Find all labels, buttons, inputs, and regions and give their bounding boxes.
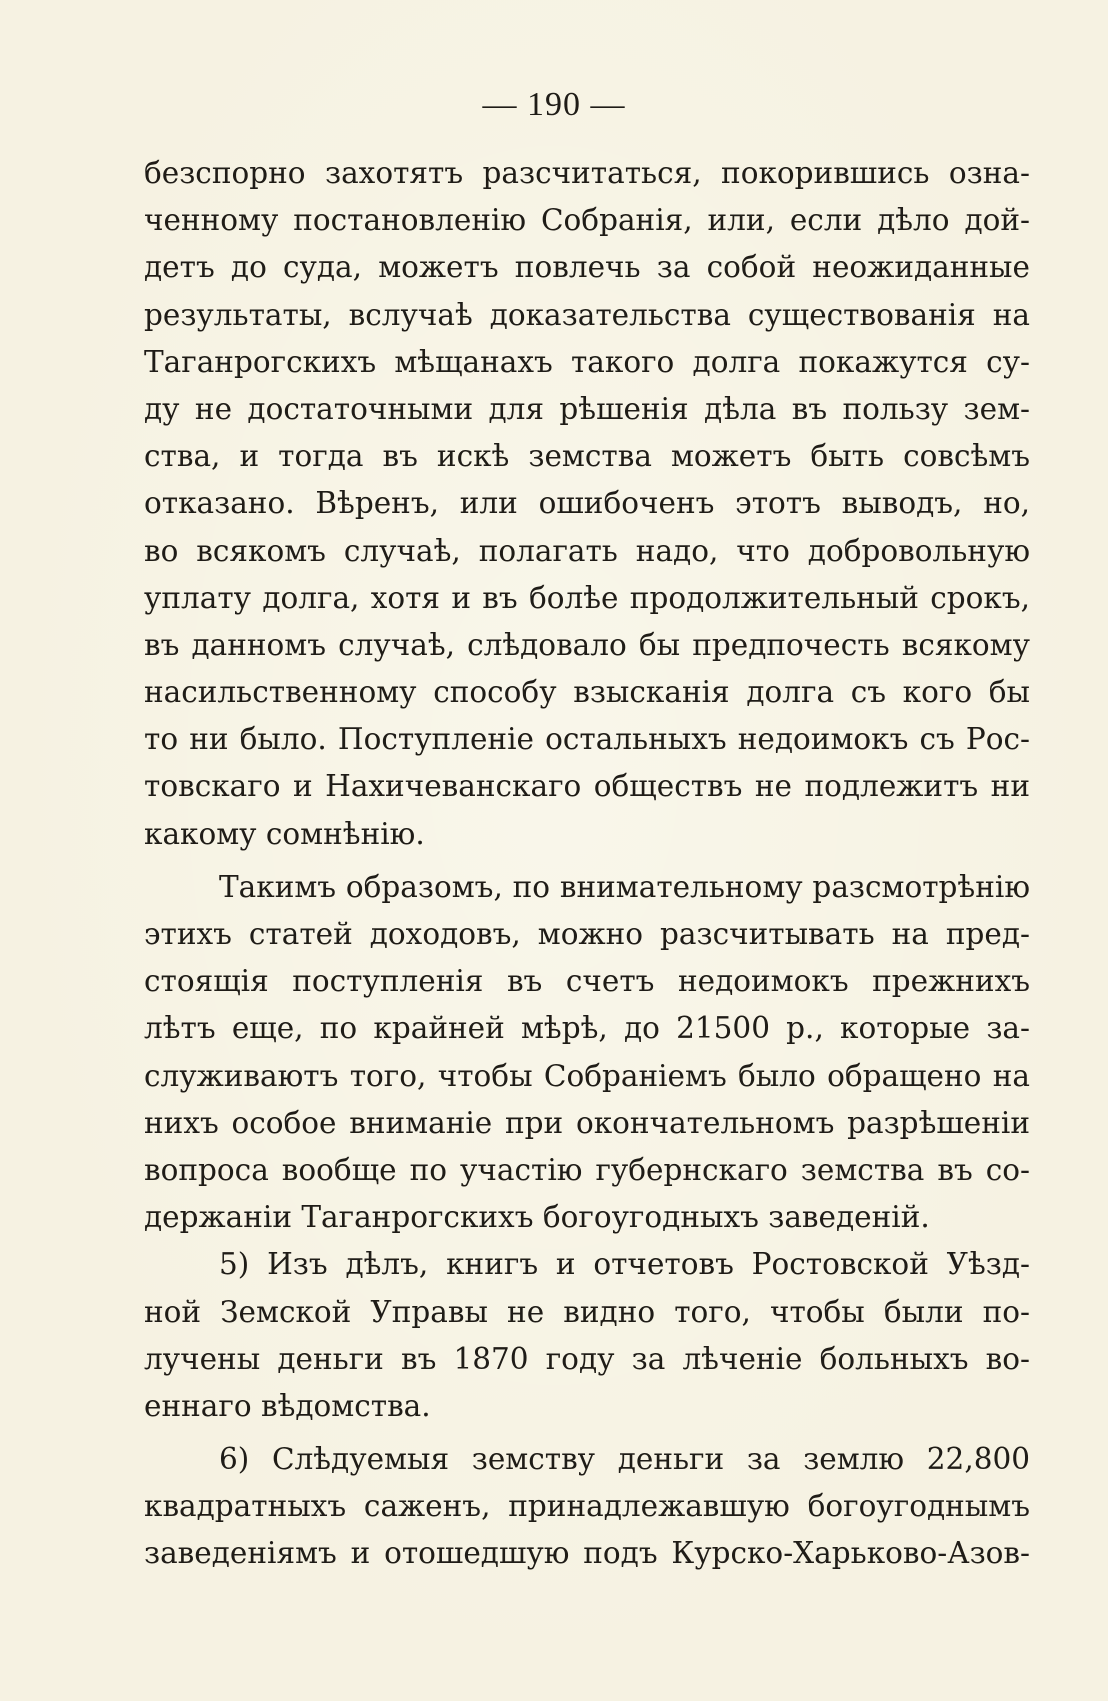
text-line: во всякомъ случаѣ, полагать надо, что добровольную (144, 533, 1030, 568)
text-line: этихъ статей доходовъ, можно разсчитывать на пред- (144, 917, 1030, 951)
text-line: нихъ особое вниманіе при окончательномъ разрѣшеніи (144, 1105, 1030, 1140)
text-line: въ данномъ случаѣ, слѣдовало бы предпочесть всякому (144, 627, 1030, 662)
text-line: ченному постановленію Собранія, или, если дѣло дой- (144, 203, 1030, 238)
text-line: результаты, вслучаѣ доказательства существованія на (144, 297, 1030, 332)
paragraph-3 (144, 1241, 1030, 1430)
text-line: какому сомнѣнію. (144, 816, 425, 851)
text-line: вопроса вообще по участію губернскаго земства въ со- (144, 1152, 1030, 1187)
text-line: 5) Изъ дѣлъ, книгъ и отчетовъ Ростовской Уѣзд- (219, 1247, 1030, 1282)
text-line: служиваютъ того, чтобы Собраніемъ было обращено на (144, 1058, 1030, 1093)
text-line: Такимъ образомъ, по внимательному разсмотрѣнію (219, 869, 1030, 904)
text-line: квадратныхъ саженъ, принадлежавшую богоугоднымъ (144, 1489, 1030, 1524)
text-line: лучены деньги въ 1870 году за лѣченіе больныхъ во- (144, 1341, 1030, 1376)
text-line: безспорно захотятъ разсчитаться, покорившись озна- (144, 156, 1030, 190)
paragraph-1 (144, 150, 1030, 858)
text-line: ной Земской Управы не видно того, чтобы были по- (144, 1294, 1030, 1329)
text-line: лѣтъ еще, по крайней мѣрѣ, до 21500 р., которые за- (144, 1011, 1030, 1046)
text-line: товскаго и Нахичеванскаго обществъ не подлежитъ ни (144, 769, 1030, 804)
text-line: еннаго вѣдомства. (144, 1388, 431, 1423)
text-line: то ни было. Поступленіе остальныхъ недоимокъ съ Рос- (144, 722, 1030, 757)
text-line: детъ до суда, можетъ повлечь за собой неожиданные (144, 250, 1030, 285)
text-line: насильственному способу взысканія долга съ кого бы (144, 675, 1030, 710)
text-line: держаніи Таганрогскихъ богоугодныхъ заведеній. (144, 1200, 930, 1235)
text-line: уплату долга, хотя и въ болѣе продолжительный срокъ, (144, 580, 1030, 615)
text-line: отказано. Вѣренъ, или ошибоченъ этотъ выводъ, но, (144, 486, 1030, 521)
text-line: заведеніямъ и отошедшую подъ Курско-Харьково-Азов- (144, 1536, 1030, 1571)
text-line: 6) Слѣдуемыя земству деньги за землю 22,800 (219, 1442, 1030, 1477)
page-number: — 190 — (482, 86, 626, 123)
text-line: Таганрогскихъ мѣщанахъ такого долга покажутся су- (144, 344, 1030, 379)
paragraph-2 (144, 864, 1030, 1242)
text-line: стоящія поступленія въ счетъ недоимокъ прежнихъ (144, 964, 1030, 999)
text-line: ду не достаточными для рѣшенія дѣла въ пользу зем- (144, 391, 1030, 426)
text-line: ства, и тогда въ искѣ земства можетъ быть совсѣмъ (144, 439, 1030, 474)
body-text (144, 150, 1030, 1578)
paragraph-4 (144, 1436, 1030, 1578)
